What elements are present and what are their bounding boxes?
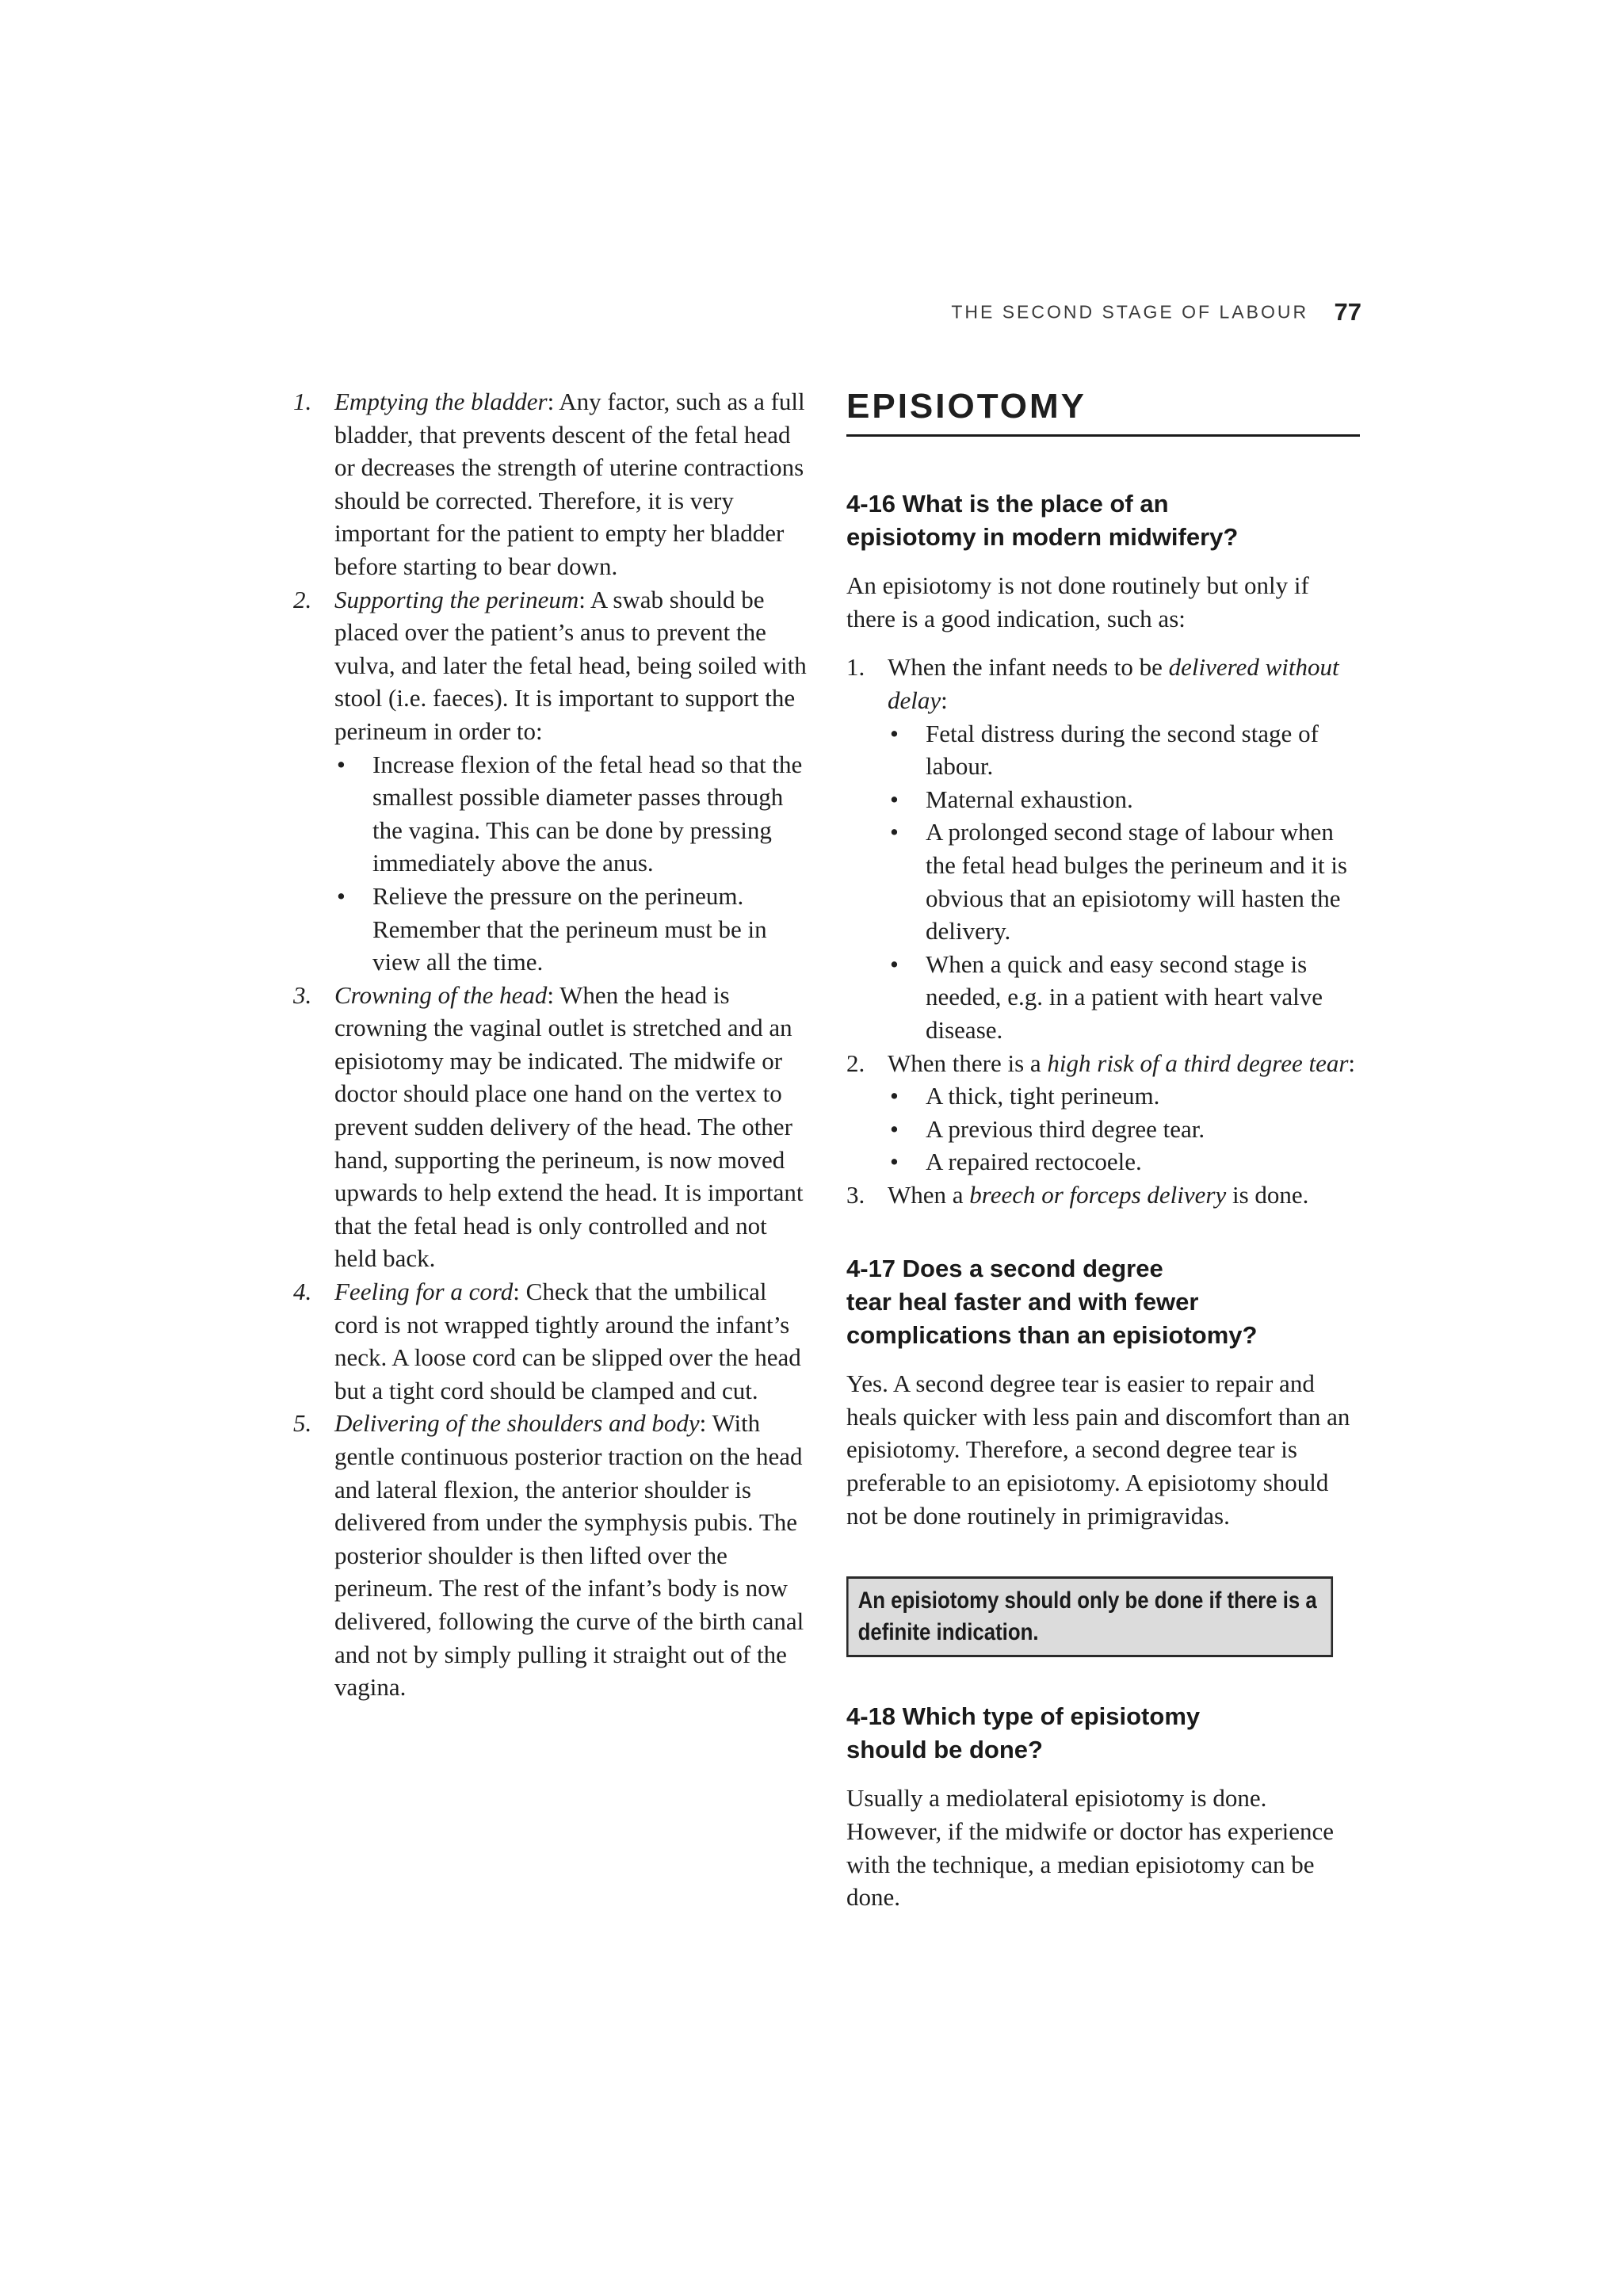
bullet-item: • Maternal exhaustion.	[888, 783, 1360, 816]
item-lead: When the infant needs to be	[888, 653, 1169, 682]
bullet-list	[888, 717, 1360, 1047]
item-number: 1.	[846, 653, 865, 682]
list-item	[293, 1275, 812, 1407]
list-item	[293, 385, 812, 583]
bullet-item: • Relieve the pressure on the perineum. Remember that the perineum must be in view all the time.	[334, 880, 812, 979]
item-term: Emptying the bladder	[334, 388, 548, 415]
item-number: 1.	[293, 388, 312, 415]
answer-4-18: Usually a mediolateral episiotomy is done. However, if the midwife or doctor has experience with the technique, a median episiotomy can be done.	[846, 1784, 1335, 1912]
running-title: THE SECOND STAGE OF LABOUR	[951, 301, 1309, 323]
list-item	[293, 1407, 812, 1703]
list-item	[846, 1179, 1360, 1212]
page-number: 77	[1334, 298, 1361, 326]
item-tail: is done.	[1226, 1180, 1309, 1209]
list-item	[846, 651, 1360, 1046]
item-term: delivered without delay	[888, 653, 1339, 714]
item-term: breech or forceps delivery	[969, 1180, 1227, 1209]
running-head	[951, 298, 1361, 327]
heading-line: should be done?	[846, 1735, 1043, 1763]
right-column	[846, 385, 1360, 1914]
item-text: : Check that the umbilical cord is not wrapped tightly around the infant’s neck. A loose cord can be slipped over the head but a tight cord should be clamped and cut.	[334, 1278, 801, 1404]
item-text: : Any factor, such as a full bladder, that prevents descent of the fetal head or decreases the strength of uterine contractions should be corrected. Therefore, it is very important for the patient to empty her bladder before starting to bear down.	[334, 388, 805, 580]
bullet-list	[888, 1079, 1360, 1179]
question-heading-4-18	[846, 1700, 1360, 1766]
heading-line: 4-17 Does a second degree	[846, 1255, 1163, 1283]
bullet-item: • A prolonged second stage of labour when the fetal head bulges the perineum and it is obvious that an episiotomy will hasten the delivery.	[888, 816, 1360, 947]
item-term: high risk of a third degree tear	[1047, 1049, 1349, 1077]
item-number: 5.	[293, 1409, 312, 1438]
bullet-item: • Increase flexion of the fetal head so that the smallest possible diameter passes through the vagina. This can be done by pressing immediately above the anus.	[334, 748, 812, 880]
heading-line: episiotomy in modern midwifery?	[846, 522, 1239, 551]
bullet-item: • Fetal distress during the second stage of labour.	[888, 717, 1360, 783]
item-number: 2.	[846, 1049, 865, 1077]
item-text: : When the head is crowning the vaginal outlet is stretched and an episiotomy may be indicated. The midwife or doctor should place one hand on the vertex to prevent sudden delivery of the head. The other hand, supporting the perineum, is now moved upwards to help extend the head. It is important that the fetal head is only controlled and not held back.	[334, 980, 804, 1273]
question-heading-4-17	[846, 1252, 1360, 1351]
procedure-list	[293, 385, 812, 1704]
question-heading-4-16	[846, 487, 1360, 553]
callout-line: An episiotomy should only be done if there is a	[857, 1587, 1317, 1614]
item-text: : With gentle continuous posterior traction on the head and lateral flexion, the anterior shoulder is delivered from under the symphysis pubis. The posterior shoulder is then lifted over the perineum. The rest of the infant’s body is now delivered, following the curve of the birth canal and not by simply pulling it straight out of the vagina.	[334, 1409, 804, 1702]
bullet-item: • A thick, tight perineum.	[888, 1079, 1360, 1113]
list-item	[293, 979, 812, 1275]
item-number: 3.	[846, 1180, 865, 1209]
bullet-item: • When a quick and easy second stage is needed, e.g. in a patient with heart valve disease.	[888, 948, 1360, 1047]
heading-line: 4-16 What is the place of an	[846, 490, 1169, 518]
item-text: : A swab should be placed over the patient’s anus to prevent the vulva, and later the fetal head, being soiled with stool (i.e. faeces). It is important to support the perineum in order to:	[334, 585, 807, 745]
item-lead: When a	[888, 1180, 970, 1209]
answer-4-16-intro: An episiotomy is not done routinely but only if there is a good indication, such as:	[846, 571, 1309, 632]
bullet-list	[334, 748, 812, 979]
callout-line: definite indication.	[857, 1619, 1039, 1646]
item-lead: When there is a	[888, 1049, 1048, 1077]
item-term: Feeling for a cord	[334, 1278, 514, 1306]
item-number: 2.	[293, 585, 312, 613]
item-number: 4.	[293, 1278, 312, 1306]
list-item	[293, 583, 812, 979]
indication-list	[846, 651, 1360, 1211]
callout-box	[846, 1576, 1333, 1657]
item-term: Crowning of the head	[334, 980, 548, 1009]
list-item	[846, 1047, 1360, 1179]
heading-line: complications than an episiotomy?	[846, 1320, 1258, 1349]
left-column	[293, 385, 812, 1704]
item-tail: :	[1348, 1049, 1356, 1077]
bullet-item: • A repaired rectocoele.	[888, 1145, 1360, 1179]
heading-line: tear heal faster and with fewer	[846, 1288, 1199, 1316]
item-tail: :	[941, 686, 948, 714]
heading-line: 4-18 Which type of episiotomy	[846, 1702, 1201, 1731]
bullet-item: • A previous third degree tear.	[888, 1113, 1360, 1146]
item-term: Supporting the perineum	[334, 585, 579, 613]
answer-4-17: Yes. A second degree tear is easier to repair and heals quicker with less pain and discomfort than an episiotomy. Therefore, a second degree tear is preferable to an episiotomy. A episiotomy should not be done routinely in primigravidas.	[846, 1370, 1350, 1530]
item-term: Delivering of the shoulders and body	[334, 1409, 700, 1438]
item-number: 3.	[293, 980, 312, 1009]
callout-wrapper	[846, 1576, 1360, 1657]
section-title: EPISIOTOMY	[846, 385, 1360, 437]
